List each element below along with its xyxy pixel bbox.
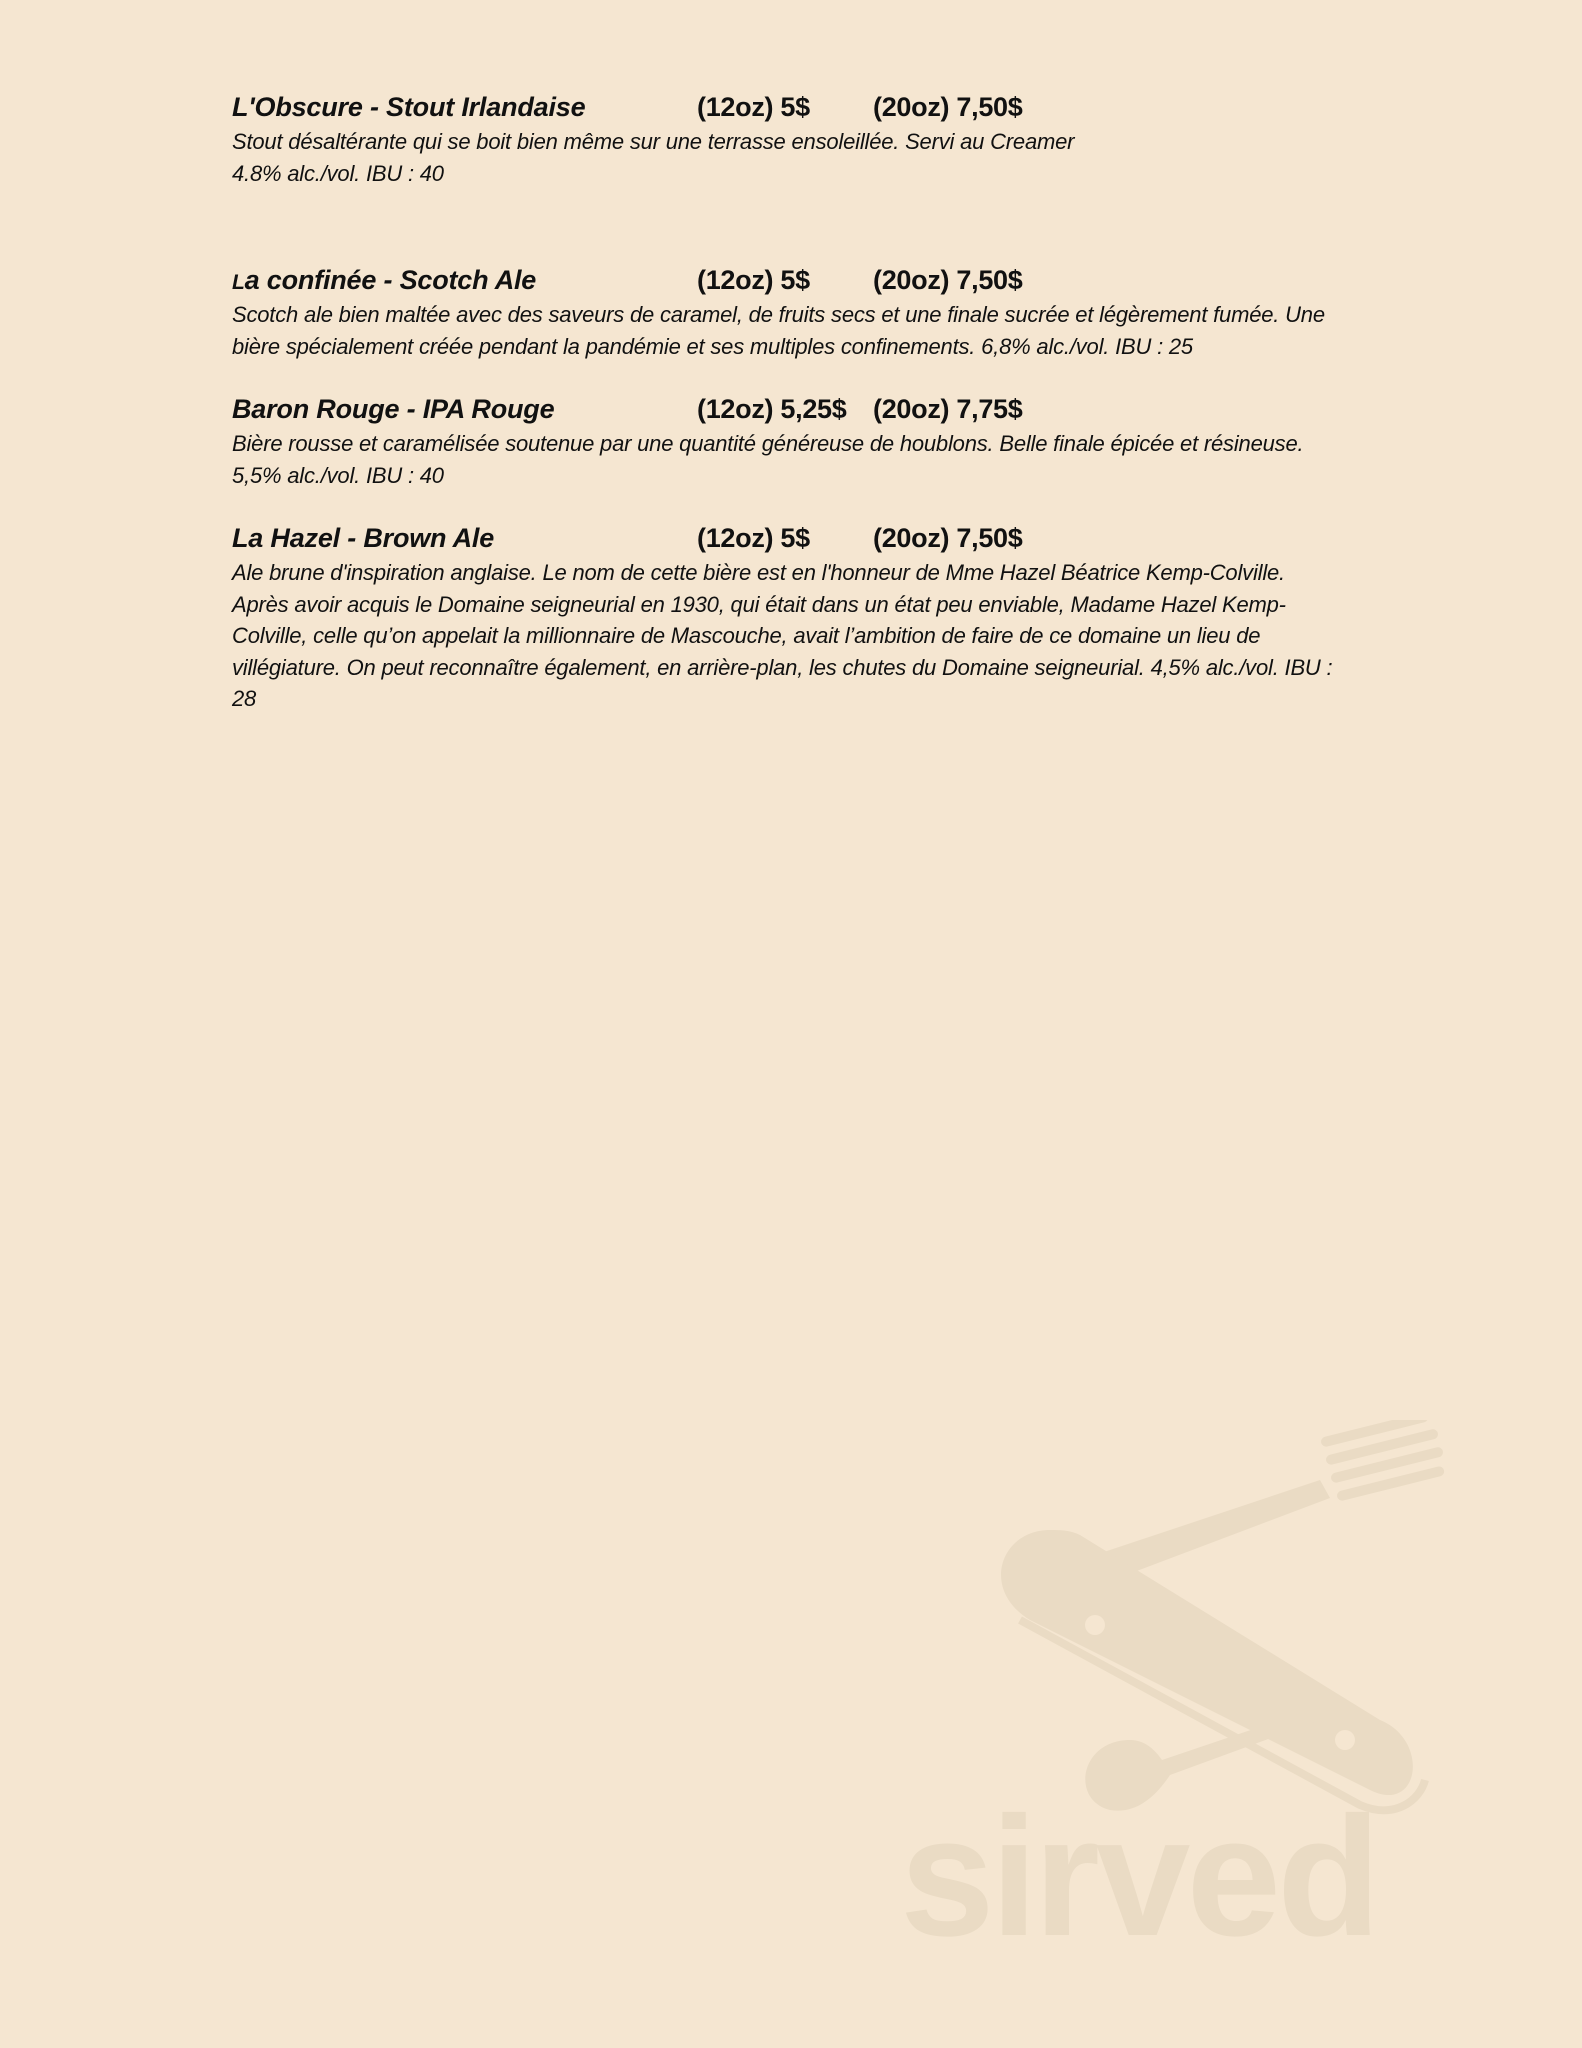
menu-item-header bbox=[232, 519, 1342, 557]
beer-menu bbox=[232, 88, 1342, 715]
description-line: Stout désaltérante qui se boit bien même sur une terrasse ensoleillée. Servi au Creamer bbox=[232, 129, 1075, 154]
price-12oz: (12oz) 5$ bbox=[697, 523, 810, 553]
menu-item-name: La Hazel - Brown Ale bbox=[232, 523, 495, 553]
sirved-watermark bbox=[900, 1420, 1540, 1960]
menu-item-header bbox=[232, 261, 1342, 299]
name-initial: L bbox=[232, 271, 245, 294]
menu-item-description bbox=[232, 126, 1342, 189]
price-12oz: (12oz) 5$ bbox=[697, 92, 810, 122]
name-rest: a confinée - Scotch Ale bbox=[244, 265, 537, 295]
menu-item-description: Scotch ale bien maltée avec des saveurs de caramel, de fruits secs et une finale sucrée et légèrement fumée. Une bière spécialement créée pendant la pandémie et ses multiples confinements. 6,8% alc./vol. IBU : 25 bbox=[232, 302, 1325, 359]
watermark-text: sirved bbox=[900, 1782, 1377, 1960]
menu-item-header bbox=[232, 390, 1342, 428]
price-20oz: (20oz) 7,50$ bbox=[873, 92, 1023, 122]
price-12oz: (12oz) 5$ bbox=[697, 265, 810, 295]
menu-item-name: L'Obscure - Stout Irlandaise bbox=[232, 92, 586, 122]
price-12oz: (12oz) 5,25$ bbox=[697, 394, 847, 424]
utensils-knife-icon bbox=[1001, 1420, 1445, 1811]
menu-item-name: Baron Rouge - IPA Rouge bbox=[232, 394, 555, 424]
menu-item-header bbox=[232, 88, 1342, 126]
price-20oz: (20oz) 7,50$ bbox=[873, 523, 1023, 553]
menu-item-confinee bbox=[232, 261, 1342, 362]
price-20oz: (20oz) 7,50$ bbox=[873, 265, 1023, 295]
description-line: 4.8% alc./vol. IBU : 40 bbox=[232, 160, 444, 186]
menu-item-baron-rouge bbox=[232, 390, 1342, 491]
menu-item-hazel bbox=[232, 519, 1342, 715]
menu-item-name bbox=[232, 261, 536, 302]
menu-item-description: Ale brune d'inspiration anglaise. Le nom de cette bière est en l'honneur de Mme Hazel Béatrice Kemp-Colville. Après avoir acquis le Domaine seigneurial en 1930, qui était dans un état peu enviable, Madame Hazel Kemp-Colville, celle qu’on appelait la millionnaire de Mascouche, avait l’ambition de faire de ce domaine un lieu de villégiature. On peut reconnaître également, en arrière-plan, les chutes du Domaine seigneurial. 4,5% alc./vol. IBU : 28 bbox=[232, 560, 1333, 711]
menu-item-description: Bière rousse et caramélisée soutenue par une quantité généreuse de houblons. Belle finale épicée et résineuse. 5,5% alc./vol. IBU : 40 bbox=[232, 431, 1304, 488]
price-20oz: (20oz) 7,75$ bbox=[873, 394, 1023, 424]
menu-item-obscure bbox=[232, 88, 1342, 189]
